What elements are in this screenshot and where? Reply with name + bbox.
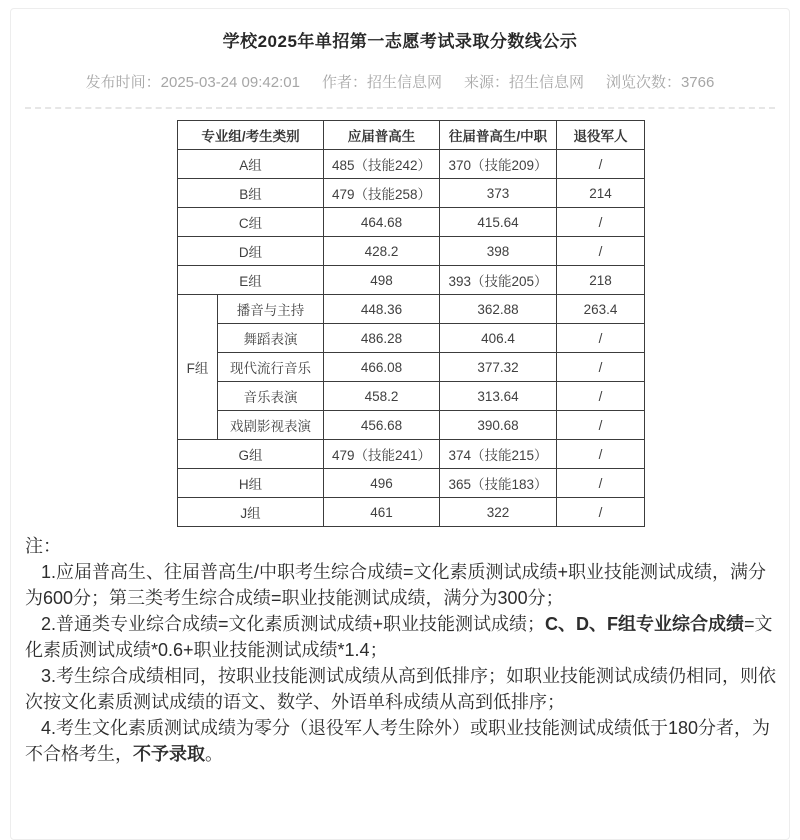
- table-row-h: [178, 469, 645, 498]
- cell-veteran-score: /: [557, 498, 645, 527]
- table-row-f-major: [178, 353, 645, 382]
- dashed-divider: [25, 107, 775, 109]
- table-row-e: [178, 266, 645, 295]
- cell-current-score: 496: [324, 469, 440, 498]
- cell-previous-score: 374（技能215）: [440, 440, 557, 469]
- table-row-a: [178, 150, 645, 179]
- score-table: [177, 120, 645, 527]
- cell-current-score: 428.2: [324, 237, 440, 266]
- note-1: 1.应届普高生、往届普高生/中职考生综合成绩=文化素质测试成绩+职业技能测试成绩，满分为600分；第三类考生综合成绩=职业技能测试成绩，满分为300分；: [25, 562, 767, 608]
- cell-veteran-score: /: [557, 237, 645, 266]
- note-2-bold: C、D、F组专业综合成绩: [545, 614, 745, 634]
- cell-veteran-score: /: [557, 440, 645, 469]
- cell-current-score: 458.2: [324, 382, 440, 411]
- cell-major-name: 播音与主持: [218, 295, 324, 324]
- table-row-f-major: [178, 382, 645, 411]
- cell-group: G组: [178, 440, 324, 469]
- view-count: 浏览次数：3766: [605, 74, 715, 91]
- cell-veteran-score: 218: [557, 266, 645, 295]
- cell-major-name: 舞蹈表演: [218, 324, 324, 353]
- notes-section: [25, 533, 778, 767]
- cell-veteran-score: /: [557, 324, 645, 353]
- cell-veteran-score: 263.4: [557, 295, 645, 324]
- cell-current-score: 485（技能242）: [324, 150, 440, 179]
- cell-major-name: 现代流行音乐: [218, 353, 324, 382]
- cell-previous-score: 398: [440, 237, 557, 266]
- author: 作者：招生信息网: [321, 74, 442, 91]
- source: 来源：招生信息网: [463, 74, 584, 91]
- cell-previous-score: 373: [440, 179, 557, 208]
- note-2: 2.普通类专业综合成绩=文化素质测试成绩+职业技能测试成绩；C、D、F组专业综合成绩=文化素质测试成绩*0.6+职业技能测试成绩*1.4；: [25, 614, 773, 660]
- table-row-f-major: [178, 295, 645, 324]
- header-previous: 往届普高生/中职: [440, 121, 557, 150]
- cell-previous-score: 370（技能209）: [440, 150, 557, 179]
- table-row-f-major: [178, 324, 645, 353]
- header-veteran: 退役军人: [557, 121, 645, 150]
- cell-previous-score: 322: [440, 498, 557, 527]
- cell-current-score: 479（技能241）: [324, 440, 440, 469]
- note-4-bold: 不予录取: [133, 744, 205, 764]
- table-row-b: [178, 179, 645, 208]
- table-row-f-major: [178, 411, 645, 440]
- header-group: 专业组/考生类别: [178, 121, 324, 150]
- cell-previous-score: 377.32: [440, 353, 557, 382]
- cell-previous-score: 415.64: [440, 208, 557, 237]
- cell-veteran-score: /: [557, 411, 645, 440]
- cell-previous-score: 406.4: [440, 324, 557, 353]
- table-row-j: [178, 498, 645, 527]
- cell-group: C组: [178, 208, 324, 237]
- cell-f-group-label: F组: [178, 295, 218, 440]
- cell-current-score: 486.28: [324, 324, 440, 353]
- cell-current-score: 479（技能258）: [324, 179, 440, 208]
- cell-current-score: 498: [324, 266, 440, 295]
- table-header-row: [178, 121, 645, 150]
- article-meta: [0, 71, 800, 92]
- cell-group: H组: [178, 469, 324, 498]
- cell-previous-score: 362.88: [440, 295, 557, 324]
- cell-current-score: 466.08: [324, 353, 440, 382]
- cell-veteran-score: /: [557, 469, 645, 498]
- page-title: 学校2025年单招第一志愿考试录取分数线公示: [222, 32, 578, 51]
- cell-veteran-score: /: [557, 150, 645, 179]
- cell-veteran-score: /: [557, 353, 645, 382]
- cell-previous-score: 313.64: [440, 382, 557, 411]
- publish-time: 发布时间：2025-03-24 09:42:01: [85, 74, 300, 91]
- cell-group: B组: [178, 179, 324, 208]
- cell-current-score: 464.68: [324, 208, 440, 237]
- header-current: 应届普高生: [324, 121, 440, 150]
- cell-group: E组: [178, 266, 324, 295]
- table-row-c: [178, 208, 645, 237]
- note-3: 3.考生综合成绩相同，按职业技能测试成绩从高到低排序；如职业技能测试成绩仍相同，则依次按文化素质测试成绩的语文、数学、外语单科成绩从高到低排序；: [25, 666, 777, 712]
- cell-major-name: 戏剧影视表演: [218, 411, 324, 440]
- cell-previous-score: 390.68: [440, 411, 557, 440]
- cell-veteran-score: /: [557, 382, 645, 411]
- cell-previous-score: 365（技能183）: [440, 469, 557, 498]
- table-row-g: [178, 440, 645, 469]
- cell-veteran-score: 214: [557, 179, 645, 208]
- table-row-d: [178, 237, 645, 266]
- cell-current-score: 448.36: [324, 295, 440, 324]
- cell-group: J组: [178, 498, 324, 527]
- cell-previous-score: 393（技能205）: [440, 266, 557, 295]
- note-4: 4.考生文化素质测试成绩为零分（退役军人考生除外）或职业技能测试成绩低于180分者，为不合格考生，不予录取。: [25, 718, 771, 764]
- cell-group: A组: [178, 150, 324, 179]
- cell-current-score: 461: [324, 498, 440, 527]
- cell-veteran-score: /: [557, 208, 645, 237]
- cell-group: D组: [178, 237, 324, 266]
- cell-major-name: 音乐表演: [218, 382, 324, 411]
- notes-label: 注：: [25, 536, 61, 556]
- cell-current-score: 456.68: [324, 411, 440, 440]
